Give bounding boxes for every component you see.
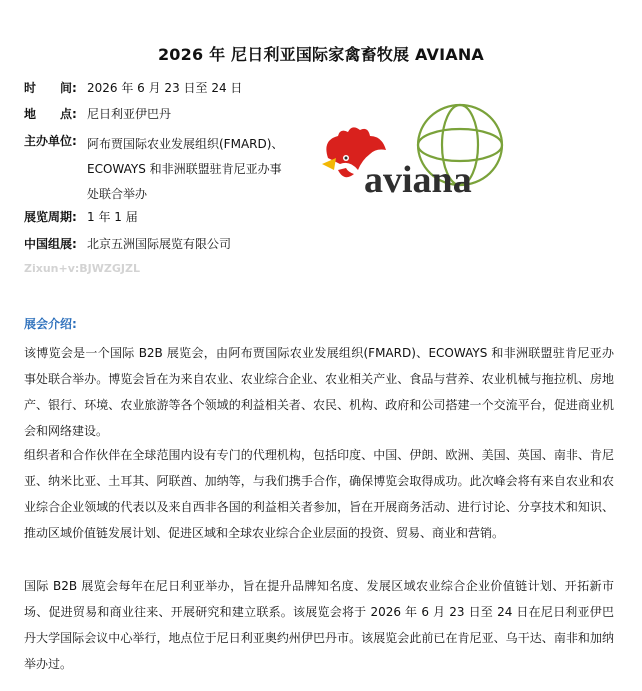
info-china-organizer [24,234,232,254]
intro-paragraph-3: 国际 B2B 展览会每年在尼日利亚举办，旨在提升品牌知名度、发展区域农业综合企业价值链计划、开拓新市场、促进贸易和商业往来、开展研究和建立联系。该展览会将于 2026 年 6 月 23 日至 24 日在尼日利亚伊巴丹大学国际会议中心举行，地点位于尼日利亚奥约州伊巴丹市。该展览会此前已在肯尼亚、乌干达、南非和加纳举办过。 [24,579,614,671]
place-value: 尼日利亚伊巴丹 [87,107,172,121]
organizer-line: 阿布贾国际农业发展组织(FMARD)、 [87,137,284,151]
aviana-logo [300,100,516,200]
cycle-label: 展览周期: [24,210,77,224]
china-value: 北京五洲国际展览有限公司 [87,237,232,251]
time-value: 2026 年 6 月 23 日至 24 日 [87,81,243,95]
intro-heading: 展会介绍: [24,317,77,331]
page-title: 2026 年 尼日利亚国际家禽畜牧展 AVIANA [157,45,485,64]
place-label: 地 点: [24,107,77,121]
info-place [24,104,172,124]
organizer-label: 主办单位: [24,134,77,148]
watermark-text: Zixun+v:BJWZGJZL [24,262,140,275]
china-label: 中国组展: [24,237,77,251]
organizer-line: 处联合举办 [87,187,148,201]
time-label: 时 间: [24,81,77,95]
intro-paragraph-1: 该博览会是一个国际 B2B 展览会，由阿布贾国际农业发展组织(FMARD)、ECOWAYS 和非洲联盟驻肯尼亚办事处联合举办。博览会旨在为来自农业、农业综合企业、农业相关产业、食品与营养、农业机械与拖拉机、房地产、银行、环境、农业旅游等各个领域的利益相关者、农民、机构、政府和公司搭建一个交流平台，促进商业机会和网络建设。 [24,346,614,438]
info-cycle [24,207,138,227]
info-organizer [24,131,86,151]
logo-wordmark: aviana [364,159,472,200]
organizer-value [87,132,297,207]
organizer-line: ECOWAYS 和非洲联盟驻肯尼亚办事 [87,162,282,176]
cycle-value: 1 年 1 届 [87,210,138,224]
intro-paragraph-2: 组织者和合作伙伴在全球范围内设有专门的代理机构，包括印度、中国、伊朗、欧洲、美国、英国、南非、肯尼亚、纳米比亚、土耳其、阿联酋、加纳等，与我们携手合作，确保博览会取得成功。此次峰会将有来自农业和农业综合企业领域的代表以及来自西非各国的利益相关者参加，旨在开展商务活动、进行讨论、分享技术和知识、推动区域价值链发展计划、促进区域和全球农业综合企业层面的投资、贸易、商业和营销。 [24,448,614,540]
info-time [24,78,243,98]
